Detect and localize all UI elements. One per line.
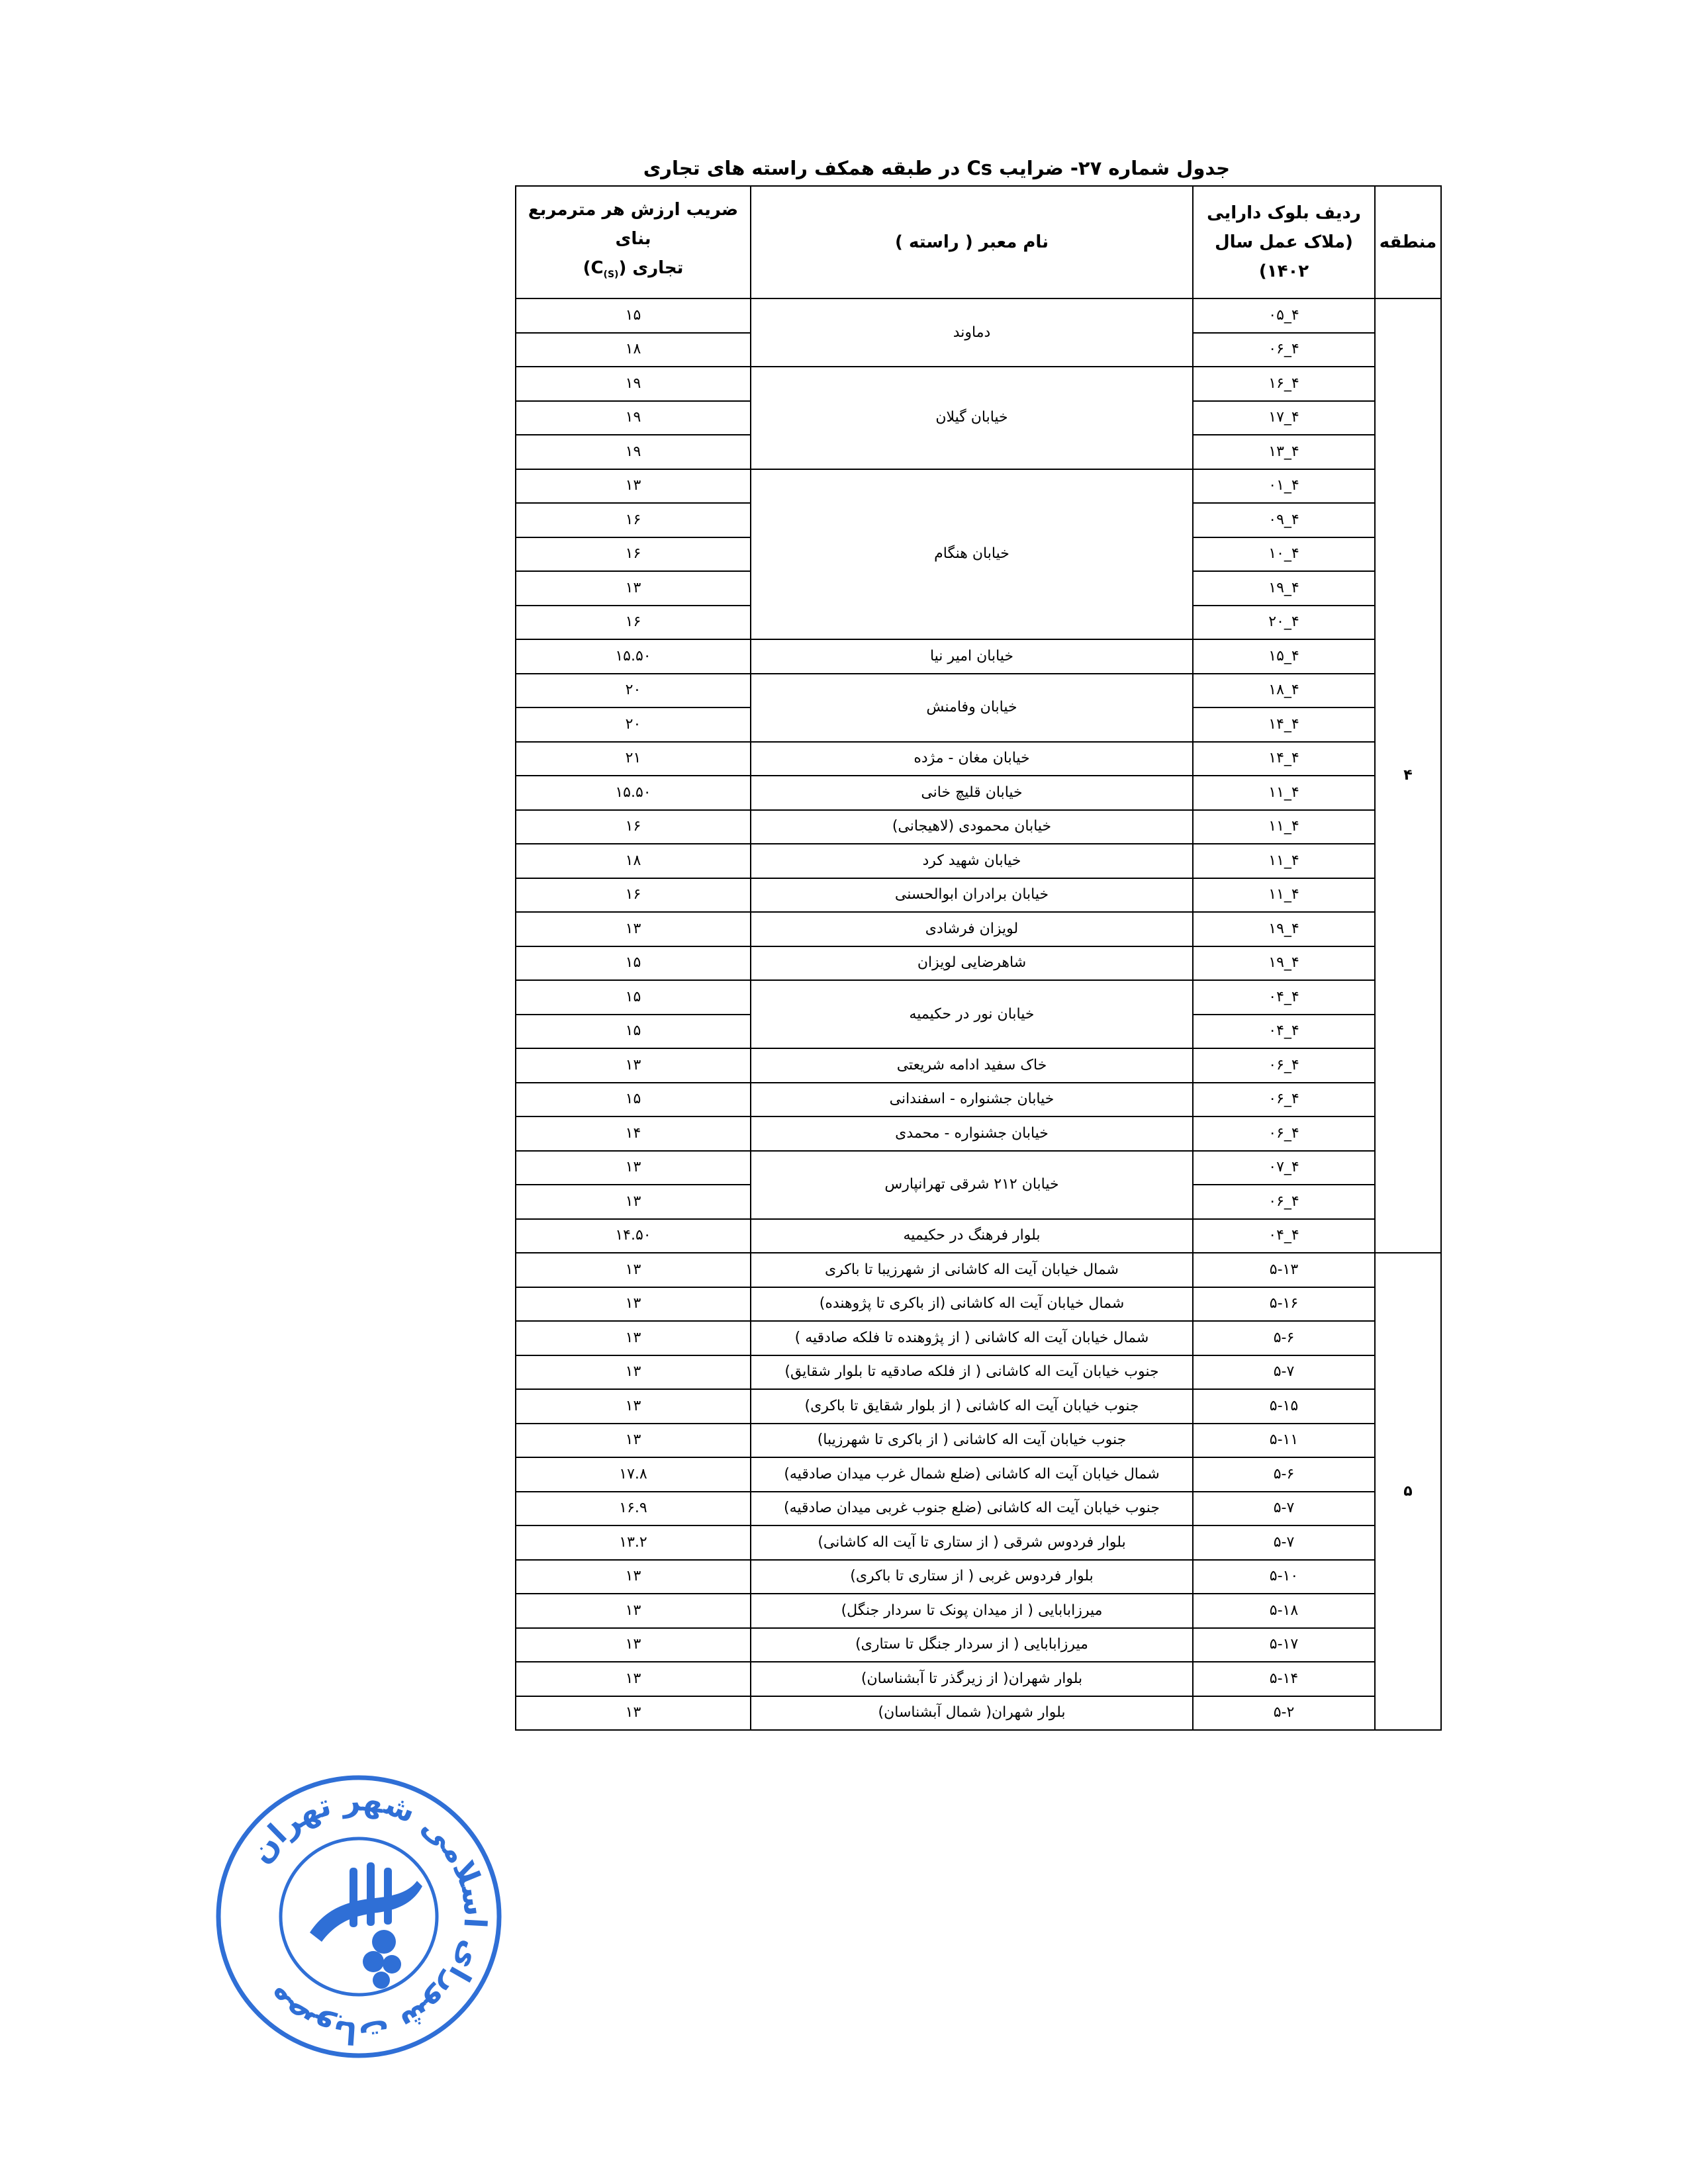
header-coef-sub: (S) bbox=[603, 269, 619, 281]
block-cell: ۴_۱۰ bbox=[1193, 537, 1375, 572]
table-row bbox=[516, 946, 1441, 981]
block-cell: ۴_۰۹ bbox=[1193, 503, 1375, 537]
street-cell: خیابان شهید کرد bbox=[751, 844, 1193, 878]
table-row bbox=[516, 912, 1441, 946]
street-cell: جنوب خیابان آیت اله کاشانی ( از فلکه صادقیه تا بلوار شقایق) bbox=[751, 1355, 1193, 1390]
table-row bbox=[516, 1151, 1441, 1185]
street-cell: شاهرضایی لویزان bbox=[751, 946, 1193, 981]
coefficient-cell: ۱۵ bbox=[516, 980, 751, 1015]
street-cell: خیابان محمودی (لاهیجانی) bbox=[751, 810, 1193, 844]
street-cell: خیابان وفامنش bbox=[751, 674, 1193, 742]
block-cell: ۵-۷ bbox=[1193, 1492, 1375, 1526]
header-block-line1: ردیف بلوک دارایی bbox=[1207, 203, 1361, 223]
header-street: نام معبر ( راسته ) bbox=[751, 186, 1193, 298]
table-row bbox=[516, 1219, 1441, 1253]
coefficient-cell: ۱۳ bbox=[516, 1424, 751, 1458]
zone-cell: ۵ bbox=[1375, 1253, 1441, 1730]
header-coef-line2-text: تجاری (C bbox=[590, 257, 684, 278]
street-cell: بلوار فردوس غربی ( از ستاری تا باکری) bbox=[751, 1560, 1193, 1594]
block-cell: ۴_۱۹ bbox=[1193, 912, 1375, 946]
block-cell: ۵-۶ bbox=[1193, 1457, 1375, 1492]
block-cell: ۴_۱۹ bbox=[1193, 571, 1375, 606]
table-row bbox=[516, 1287, 1441, 1322]
coefficient-cell: ۲۰ bbox=[516, 674, 751, 708]
block-cell: ۴_۱۹ bbox=[1193, 946, 1375, 981]
header-coef-close: ) bbox=[583, 257, 591, 278]
street-cell: خاک سفید ادامه شریعتی bbox=[751, 1048, 1193, 1083]
street-cell: خیابان جشنواره - اسفندانی bbox=[751, 1083, 1193, 1117]
coefficient-cell: ۱۳ bbox=[516, 1185, 751, 1219]
block-cell: ۴_۱۶ bbox=[1193, 367, 1375, 401]
coefficient-cell: ۱۳ bbox=[516, 1321, 751, 1355]
block-cell: ۵-۶ bbox=[1193, 1321, 1375, 1355]
street-cell: میرزابابایی ( از میدان پونک تا سردار جنگل) bbox=[751, 1594, 1193, 1628]
block-cell: ۴_۰۶ bbox=[1193, 1048, 1375, 1083]
block-cell: ۵-۱۷ bbox=[1193, 1628, 1375, 1662]
header-coefficient bbox=[516, 186, 751, 298]
table-row bbox=[516, 1492, 1441, 1526]
table-row bbox=[516, 1048, 1441, 1083]
street-cell: لویزان فرشادی bbox=[751, 912, 1193, 946]
street-cell: میرزابابایی ( از سردار جنگل تا ستاری) bbox=[751, 1628, 1193, 1662]
block-cell: ۴_۰۶ bbox=[1193, 1185, 1375, 1219]
street-cell: بلوار شهران( شمال آبشناسان) bbox=[751, 1696, 1193, 1731]
table-row bbox=[516, 1696, 1441, 1731]
coefficient-cell: ۱۵ bbox=[516, 1083, 751, 1117]
block-cell: ۴_۱۷ bbox=[1193, 401, 1375, 435]
coefficient-cell: ۱۳ bbox=[516, 1355, 751, 1390]
table-row bbox=[516, 1321, 1441, 1355]
street-cell: شمال خیابان آیت اله کاشانی از شهرزیبا تا باکری bbox=[751, 1253, 1193, 1287]
coefficient-cell: ۱۳ bbox=[516, 1696, 751, 1731]
block-cell: ۵-۱۵ bbox=[1193, 1389, 1375, 1424]
header-block bbox=[1193, 186, 1375, 298]
table-row bbox=[516, 367, 1441, 401]
table-row bbox=[516, 469, 1441, 504]
block-cell: ۴_۰۴ bbox=[1193, 1219, 1375, 1253]
table-row bbox=[516, 844, 1441, 878]
block-cell: ۴_۲۰ bbox=[1193, 606, 1375, 640]
coefficient-cell: ۱۴ bbox=[516, 1116, 751, 1151]
table-row bbox=[516, 674, 1441, 708]
street-cell: بلوار فرهنگ در حکیمیه bbox=[751, 1219, 1193, 1253]
coefficient-cell: ۱۳ bbox=[516, 1151, 751, 1185]
street-cell: خیابان گیلان bbox=[751, 367, 1193, 469]
header-coef-line1: ضریب ارزش هر مترمربع بنای bbox=[528, 199, 739, 249]
block-cell: ۴_۱۵ bbox=[1193, 639, 1375, 674]
seal-inner-ring bbox=[281, 1839, 437, 1995]
block-cell: ۴_۱۳ bbox=[1193, 435, 1375, 469]
block-cell: ۵-۱۴ bbox=[1193, 1662, 1375, 1696]
block-cell: ۴_۱۴ bbox=[1193, 707, 1375, 742]
block-cell: ۵-۱۶ bbox=[1193, 1287, 1375, 1322]
block-cell: ۴_۰۶ bbox=[1193, 1116, 1375, 1151]
street-cell: خیابان امیر نیا bbox=[751, 639, 1193, 674]
table-title: جدول شماره ۲۷- ضرایب Cs در طبقه همکف راسته های تجاری bbox=[643, 157, 1230, 179]
street-cell: بلوار شهران( از زیرگذر تا آبشناسان) bbox=[751, 1662, 1193, 1696]
table-row bbox=[516, 878, 1441, 913]
table-row bbox=[516, 1457, 1441, 1492]
coefficient-cell: ۱۹ bbox=[516, 435, 751, 469]
block-cell: ۴_۰۴ bbox=[1193, 1015, 1375, 1049]
coefficient-cell: ۱۵ bbox=[516, 298, 751, 333]
street-cell: شمال خیابان آیت اله کاشانی ( از پژوهنده تا فلکه صادقیه ) bbox=[751, 1321, 1193, 1355]
table-row bbox=[516, 1594, 1441, 1628]
header-row bbox=[516, 186, 1441, 298]
block-cell: ۵-۱۸ bbox=[1193, 1594, 1375, 1628]
table-row bbox=[516, 1662, 1441, 1696]
street-cell: خیابان ۲۱۲ شرقی تهرانپارس bbox=[751, 1151, 1193, 1219]
coefficient-cell: ۱۳ bbox=[516, 1253, 751, 1287]
block-cell: ۴_۰۱ bbox=[1193, 469, 1375, 504]
coefficient-cell: ۱۳.۲ bbox=[516, 1525, 751, 1560]
table-row bbox=[516, 1116, 1441, 1151]
coefficient-cell: ۱۳ bbox=[516, 912, 751, 946]
table-row bbox=[516, 1355, 1441, 1390]
coefficient-cell: ۱۳ bbox=[516, 1594, 751, 1628]
coefficient-cell: ۱۳ bbox=[516, 1628, 751, 1662]
seal-outer-ring bbox=[218, 1778, 499, 2056]
street-cell: خیابان مغان - مژده bbox=[751, 742, 1193, 776]
coefficient-cell: ۱۶.۹ bbox=[516, 1492, 751, 1526]
table-row bbox=[516, 1389, 1441, 1424]
coefficient-cell: ۱۸ bbox=[516, 333, 751, 367]
coefficient-cell: ۱۳ bbox=[516, 571, 751, 606]
street-cell: جنوب خیابان آیت اله کاشانی ( از باکری تا شهرزیبا) bbox=[751, 1424, 1193, 1458]
street-cell: بلوار فردوس شرقی ( از ستاری تا آیت اله کاشانی) bbox=[751, 1525, 1193, 1560]
street-cell: خیابان برادران ابوالحسنی bbox=[751, 878, 1193, 913]
coefficient-cell: ۱۳ bbox=[516, 1560, 751, 1594]
block-cell: ۴_۱۱ bbox=[1193, 776, 1375, 810]
coefficient-cell: ۱۹ bbox=[516, 401, 751, 435]
block-cell: ۴_۰۵ bbox=[1193, 298, 1375, 333]
coefficient-cell: ۱۶ bbox=[516, 537, 751, 572]
coefficient-cell: ۱۵.۵۰ bbox=[516, 639, 751, 674]
coefficient-cell: ۱۶ bbox=[516, 878, 751, 913]
coefficient-cell: ۱۳ bbox=[516, 1048, 751, 1083]
block-cell: ۵-۱۰ bbox=[1193, 1560, 1375, 1594]
street-cell: شمال خیابان آیت اله کاشانی (از باکری تا پژوهنده) bbox=[751, 1287, 1193, 1322]
block-cell: ۴_۰۶ bbox=[1193, 1083, 1375, 1117]
street-cell: شمال خیابان آیت اله کاشانی (ضلع شمال غرب میدان صادقیه) bbox=[751, 1457, 1193, 1492]
table-row bbox=[516, 1253, 1441, 1287]
table-row bbox=[516, 1525, 1441, 1560]
header-zone: منطقه bbox=[1375, 186, 1441, 298]
table-row bbox=[516, 1424, 1441, 1458]
coefficient-cell: ۲۱ bbox=[516, 742, 751, 776]
table-row bbox=[516, 1560, 1441, 1594]
block-cell: ۴_۰۷ bbox=[1193, 1151, 1375, 1185]
coefficient-cell: ۱۵ bbox=[516, 946, 751, 981]
street-cell: خیابان نور در حکیمیه bbox=[751, 980, 1193, 1048]
coefficient-cell: ۱۶ bbox=[516, 503, 751, 537]
header-block-line2: (ملاک عمل سال ۱۴۰۲) bbox=[1215, 232, 1353, 281]
street-cell: خیابان جشنواره - محمدی bbox=[751, 1116, 1193, 1151]
coefficient-cell: ۱۳ bbox=[516, 469, 751, 504]
coefficient-cell: ۲۰ bbox=[516, 707, 751, 742]
block-cell: ۴_۱۴ bbox=[1193, 742, 1375, 776]
coefficient-cell: ۱۴.۵۰ bbox=[516, 1219, 751, 1253]
coefficient-cell: ۱۶ bbox=[516, 810, 751, 844]
block-cell: ۴_۱۱ bbox=[1193, 878, 1375, 913]
coefficient-cell: ۱۵ bbox=[516, 1015, 751, 1049]
street-cell: خیابان هنگام bbox=[751, 469, 1193, 640]
council-seal bbox=[211, 1768, 507, 2065]
header-coef-line2 bbox=[516, 253, 750, 289]
seal-ring-text: مصوبات شورای اسلامی شهر تهران bbox=[242, 1782, 494, 2052]
coefficient-cell: ۱۶ bbox=[516, 606, 751, 640]
block-cell: ۵-۱۳ bbox=[1193, 1253, 1375, 1287]
table-row bbox=[516, 1083, 1441, 1117]
table-row bbox=[516, 639, 1441, 674]
coefficient-cell: ۱۵.۵۰ bbox=[516, 776, 751, 810]
block-cell: ۵-۱۱ bbox=[1193, 1424, 1375, 1458]
block-cell: ۵-۲ bbox=[1193, 1696, 1375, 1731]
coefficient-cell: ۱۷.۸ bbox=[516, 1457, 751, 1492]
coefficient-cell: ۱۳ bbox=[516, 1662, 751, 1696]
block-cell: ۵-۷ bbox=[1193, 1355, 1375, 1390]
table-body bbox=[516, 298, 1441, 1730]
table-row bbox=[516, 980, 1441, 1015]
street-cell: دماوند bbox=[751, 298, 1193, 367]
block-cell: ۴_۰۶ bbox=[1193, 333, 1375, 367]
cs-coefficients-table bbox=[515, 185, 1442, 1731]
coefficient-cell: ۱۳ bbox=[516, 1389, 751, 1424]
block-cell: ۴_۰۴ bbox=[1193, 980, 1375, 1015]
table-row bbox=[516, 742, 1441, 776]
block-cell: ۴_۱۸ bbox=[1193, 674, 1375, 708]
block-cell: ۵-۷ bbox=[1193, 1525, 1375, 1560]
street-cell: خیابان قلیچ خانی bbox=[751, 776, 1193, 810]
table-row bbox=[516, 298, 1441, 333]
coefficient-cell: ۱۹ bbox=[516, 367, 751, 401]
table-row bbox=[516, 810, 1441, 844]
table-row bbox=[516, 1628, 1441, 1662]
coefficient-cell: ۱۳ bbox=[516, 1287, 751, 1322]
block-cell: ۴_۱۱ bbox=[1193, 810, 1375, 844]
tehran-emblem-icon bbox=[310, 1862, 422, 1989]
street-cell: جنوب خیابان آیت اله کاشانی (ضلع جنوب غربی میدان صادقیه) bbox=[751, 1492, 1193, 1526]
street-cell: جنوب خیابان آیت اله کاشانی ( از بلوار شقایق تا باکری) bbox=[751, 1389, 1193, 1424]
block-cell: ۴_۱۱ bbox=[1193, 844, 1375, 878]
coefficient-cell: ۱۸ bbox=[516, 844, 751, 878]
table-row bbox=[516, 776, 1441, 810]
zone-cell: ۴ bbox=[1375, 298, 1441, 1253]
